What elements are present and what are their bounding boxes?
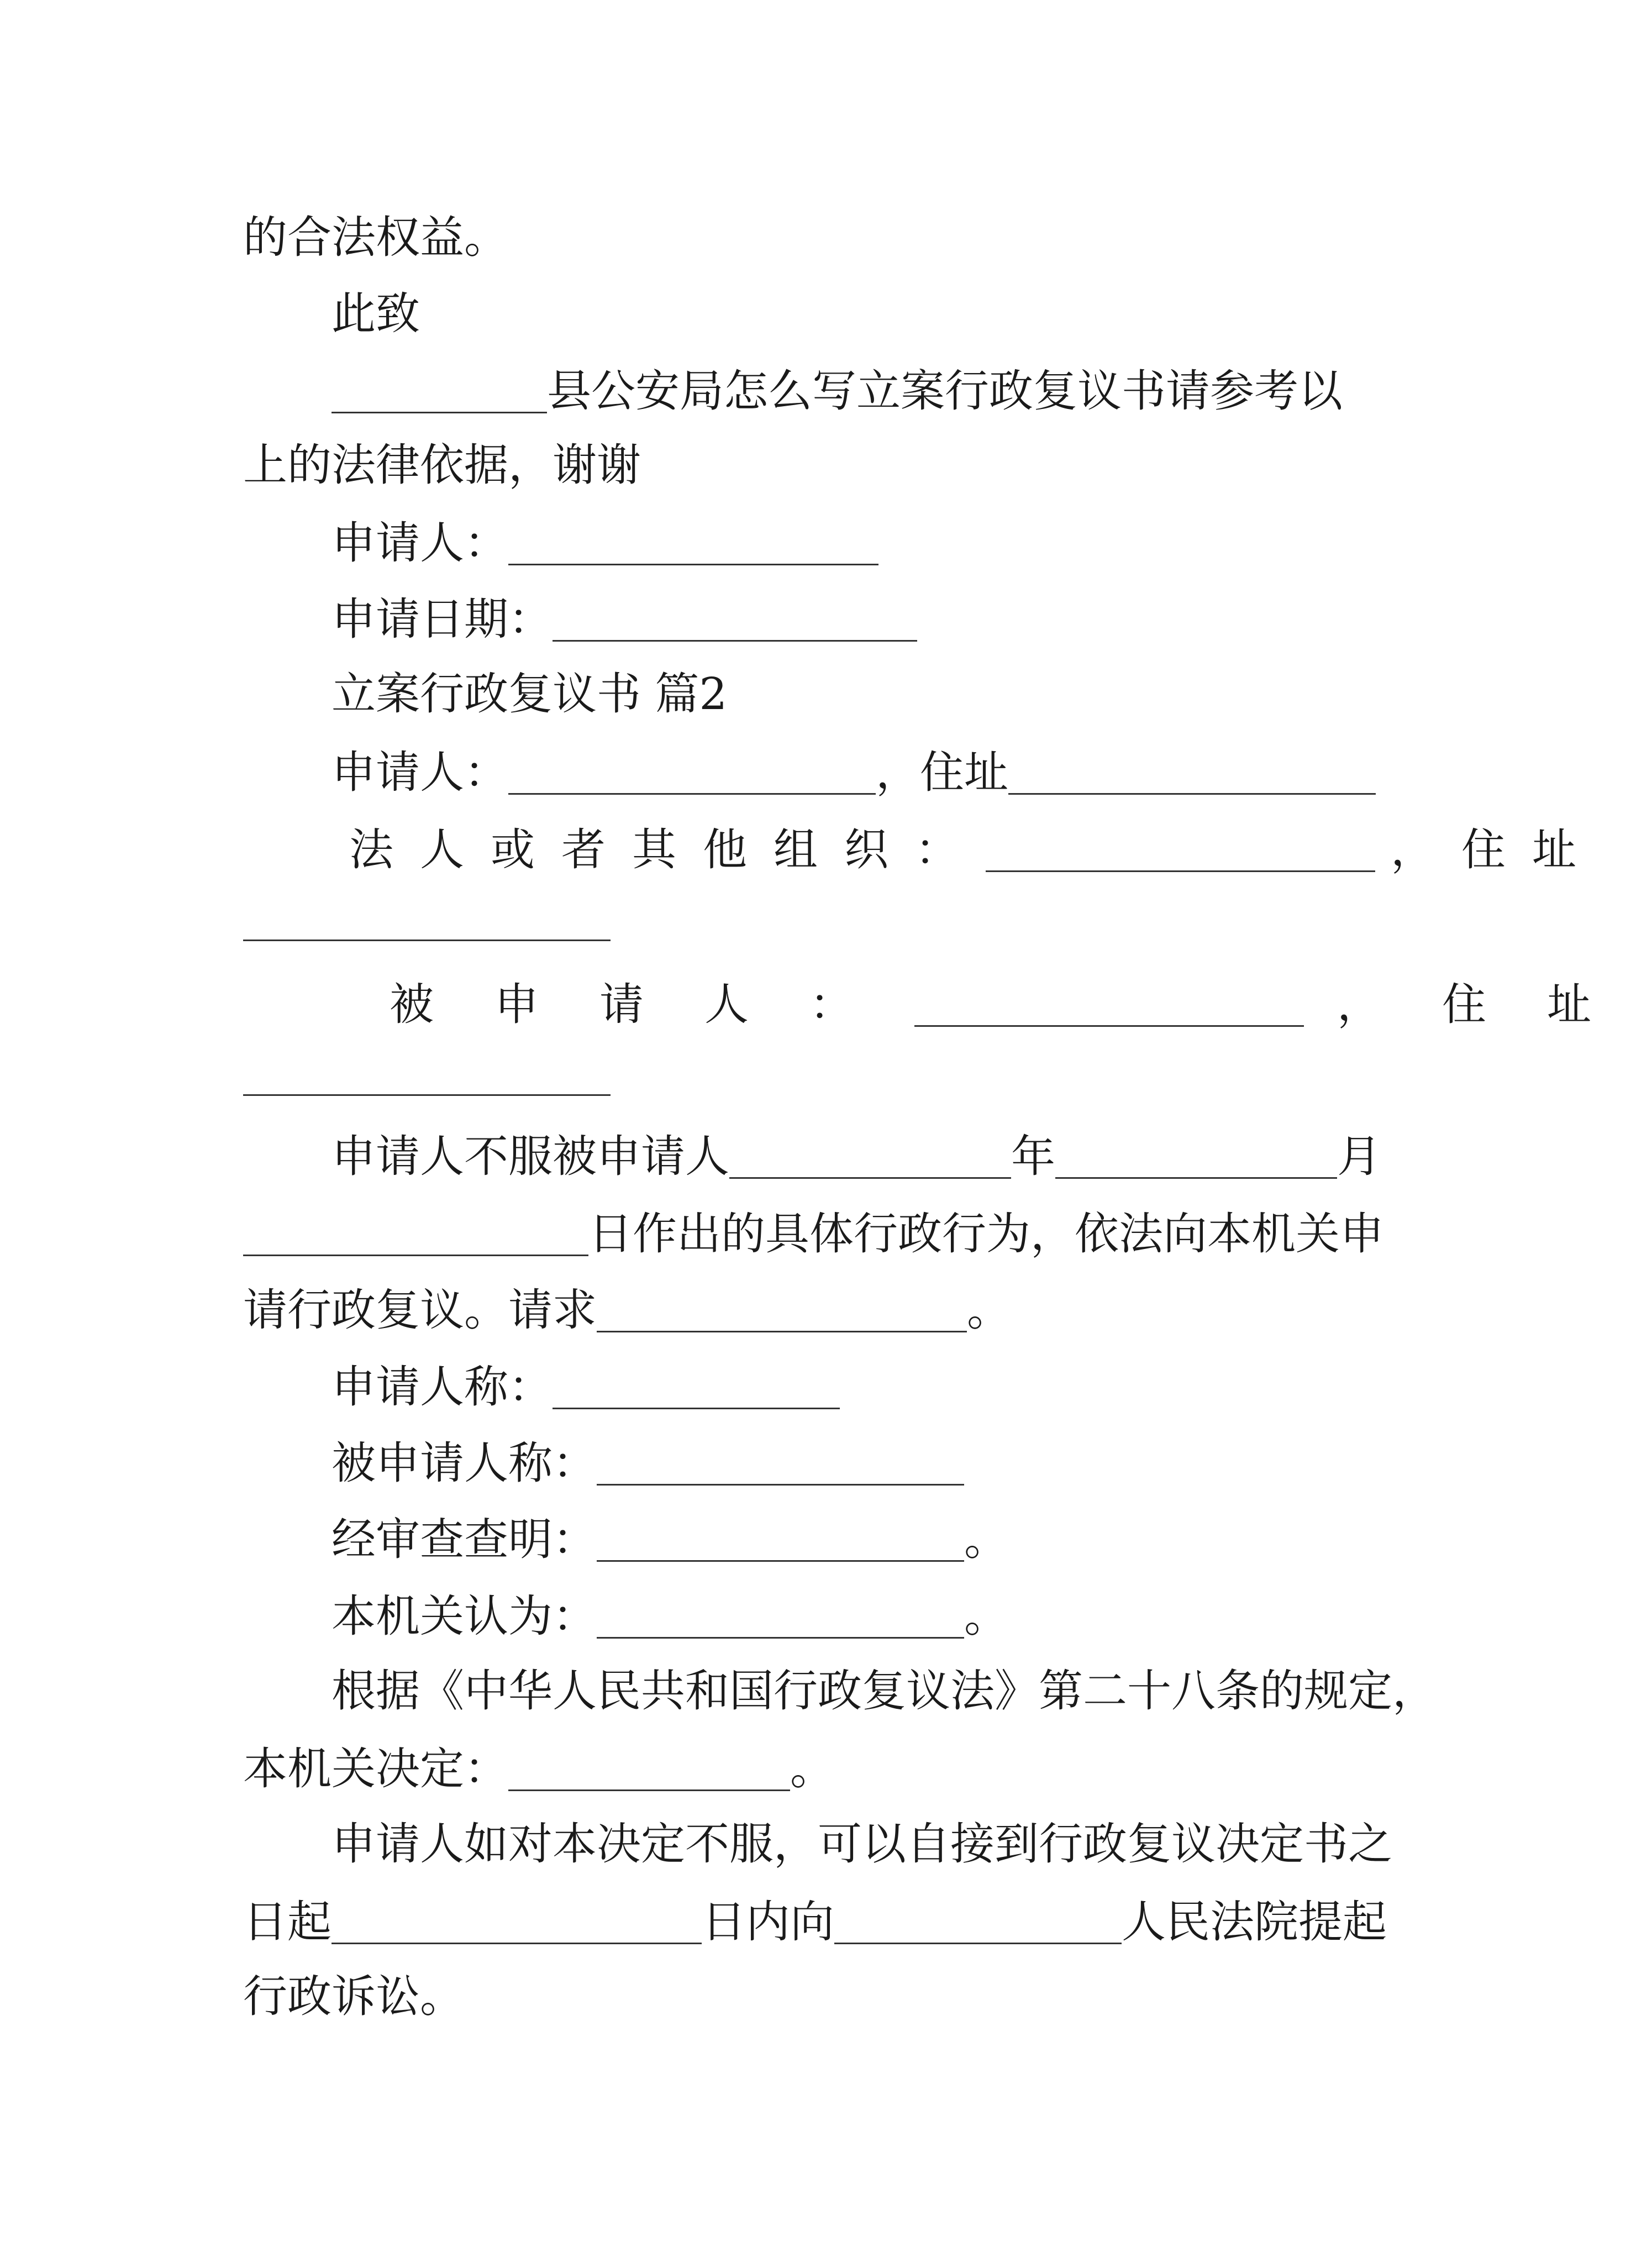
fill-blank[interactable] <box>914 981 1304 1027</box>
text-line: 日作出的具体行政行为，依法向本机关申 <box>243 1210 1384 1256</box>
applicant-field: 申请人： <box>332 519 878 565</box>
text-line: 根据《中华人民共和国行政复议法》第二十八条的规定， <box>332 1665 1437 1717</box>
fill-blank[interactable] <box>508 519 878 565</box>
organization-field: 法人或者其他组织： ，住址 <box>349 824 1603 875</box>
fill-blank[interactable] <box>332 368 547 413</box>
fill-blank[interactable] <box>1055 1133 1337 1179</box>
fill-blank[interactable] <box>597 1593 964 1639</box>
text-line: 上的法律依据，谢谢 <box>243 439 641 491</box>
fill-blank[interactable] <box>597 1516 964 1562</box>
fill-blank[interactable] <box>1008 749 1376 795</box>
fill-blank[interactable] <box>553 596 917 642</box>
applicant-statement-field: 申请人称： <box>332 1363 840 1409</box>
fill-blank[interactable] <box>729 1133 1011 1179</box>
section-title: 立案行政复议书 篇2 <box>332 668 728 720</box>
opinion-field: 本机关认为： 。 <box>332 1591 1008 1642</box>
text-line: 行政诉讼。 <box>243 1971 464 2022</box>
fill-blank-line <box>243 895 611 941</box>
fill-blank[interactable] <box>834 1898 1122 1944</box>
fill-blank[interactable] <box>986 826 1375 872</box>
fill-blank[interactable] <box>597 1440 964 1486</box>
fill-blank[interactable] <box>332 1898 702 1944</box>
fill-blank[interactable] <box>508 1745 790 1791</box>
respondent-statement-field: 被申请人称： <box>332 1440 964 1486</box>
fill-blank[interactable] <box>597 1287 967 1332</box>
findings-field: 经审查查明： 。 <box>332 1514 1008 1565</box>
decision-field: 本机关决定： 。 <box>243 1743 834 1794</box>
respondent-field: 被申请人： ，住址 <box>390 979 1652 1030</box>
date-field: 申请日期： <box>332 596 917 642</box>
fill-blank[interactable] <box>243 1050 611 1096</box>
applicant-field: 申请人： ，住址 <box>332 749 1376 795</box>
text-line: 县公安局怎么写立案行政复议书请参考以 <box>332 368 1343 413</box>
text-line: 申请人如对本决定不服，可以自接到行政复议决定书之 <box>332 1818 1392 1870</box>
fill-blank[interactable] <box>508 749 876 795</box>
salutation: 此致 <box>332 288 420 339</box>
fill-blank[interactable] <box>243 1210 588 1256</box>
fill-blank-line <box>243 1050 611 1096</box>
text-line: 的合法权益。 <box>243 212 508 263</box>
text-line: 日起 日内向 人民法院提起 <box>243 1896 1387 1948</box>
text-line: 申请人不服被申请人 年 月 <box>332 1131 1381 1182</box>
fill-blank[interactable] <box>553 1363 840 1409</box>
text-line: 请行政复议。请求 。 <box>243 1284 1011 1336</box>
fill-blank[interactable] <box>243 895 611 941</box>
